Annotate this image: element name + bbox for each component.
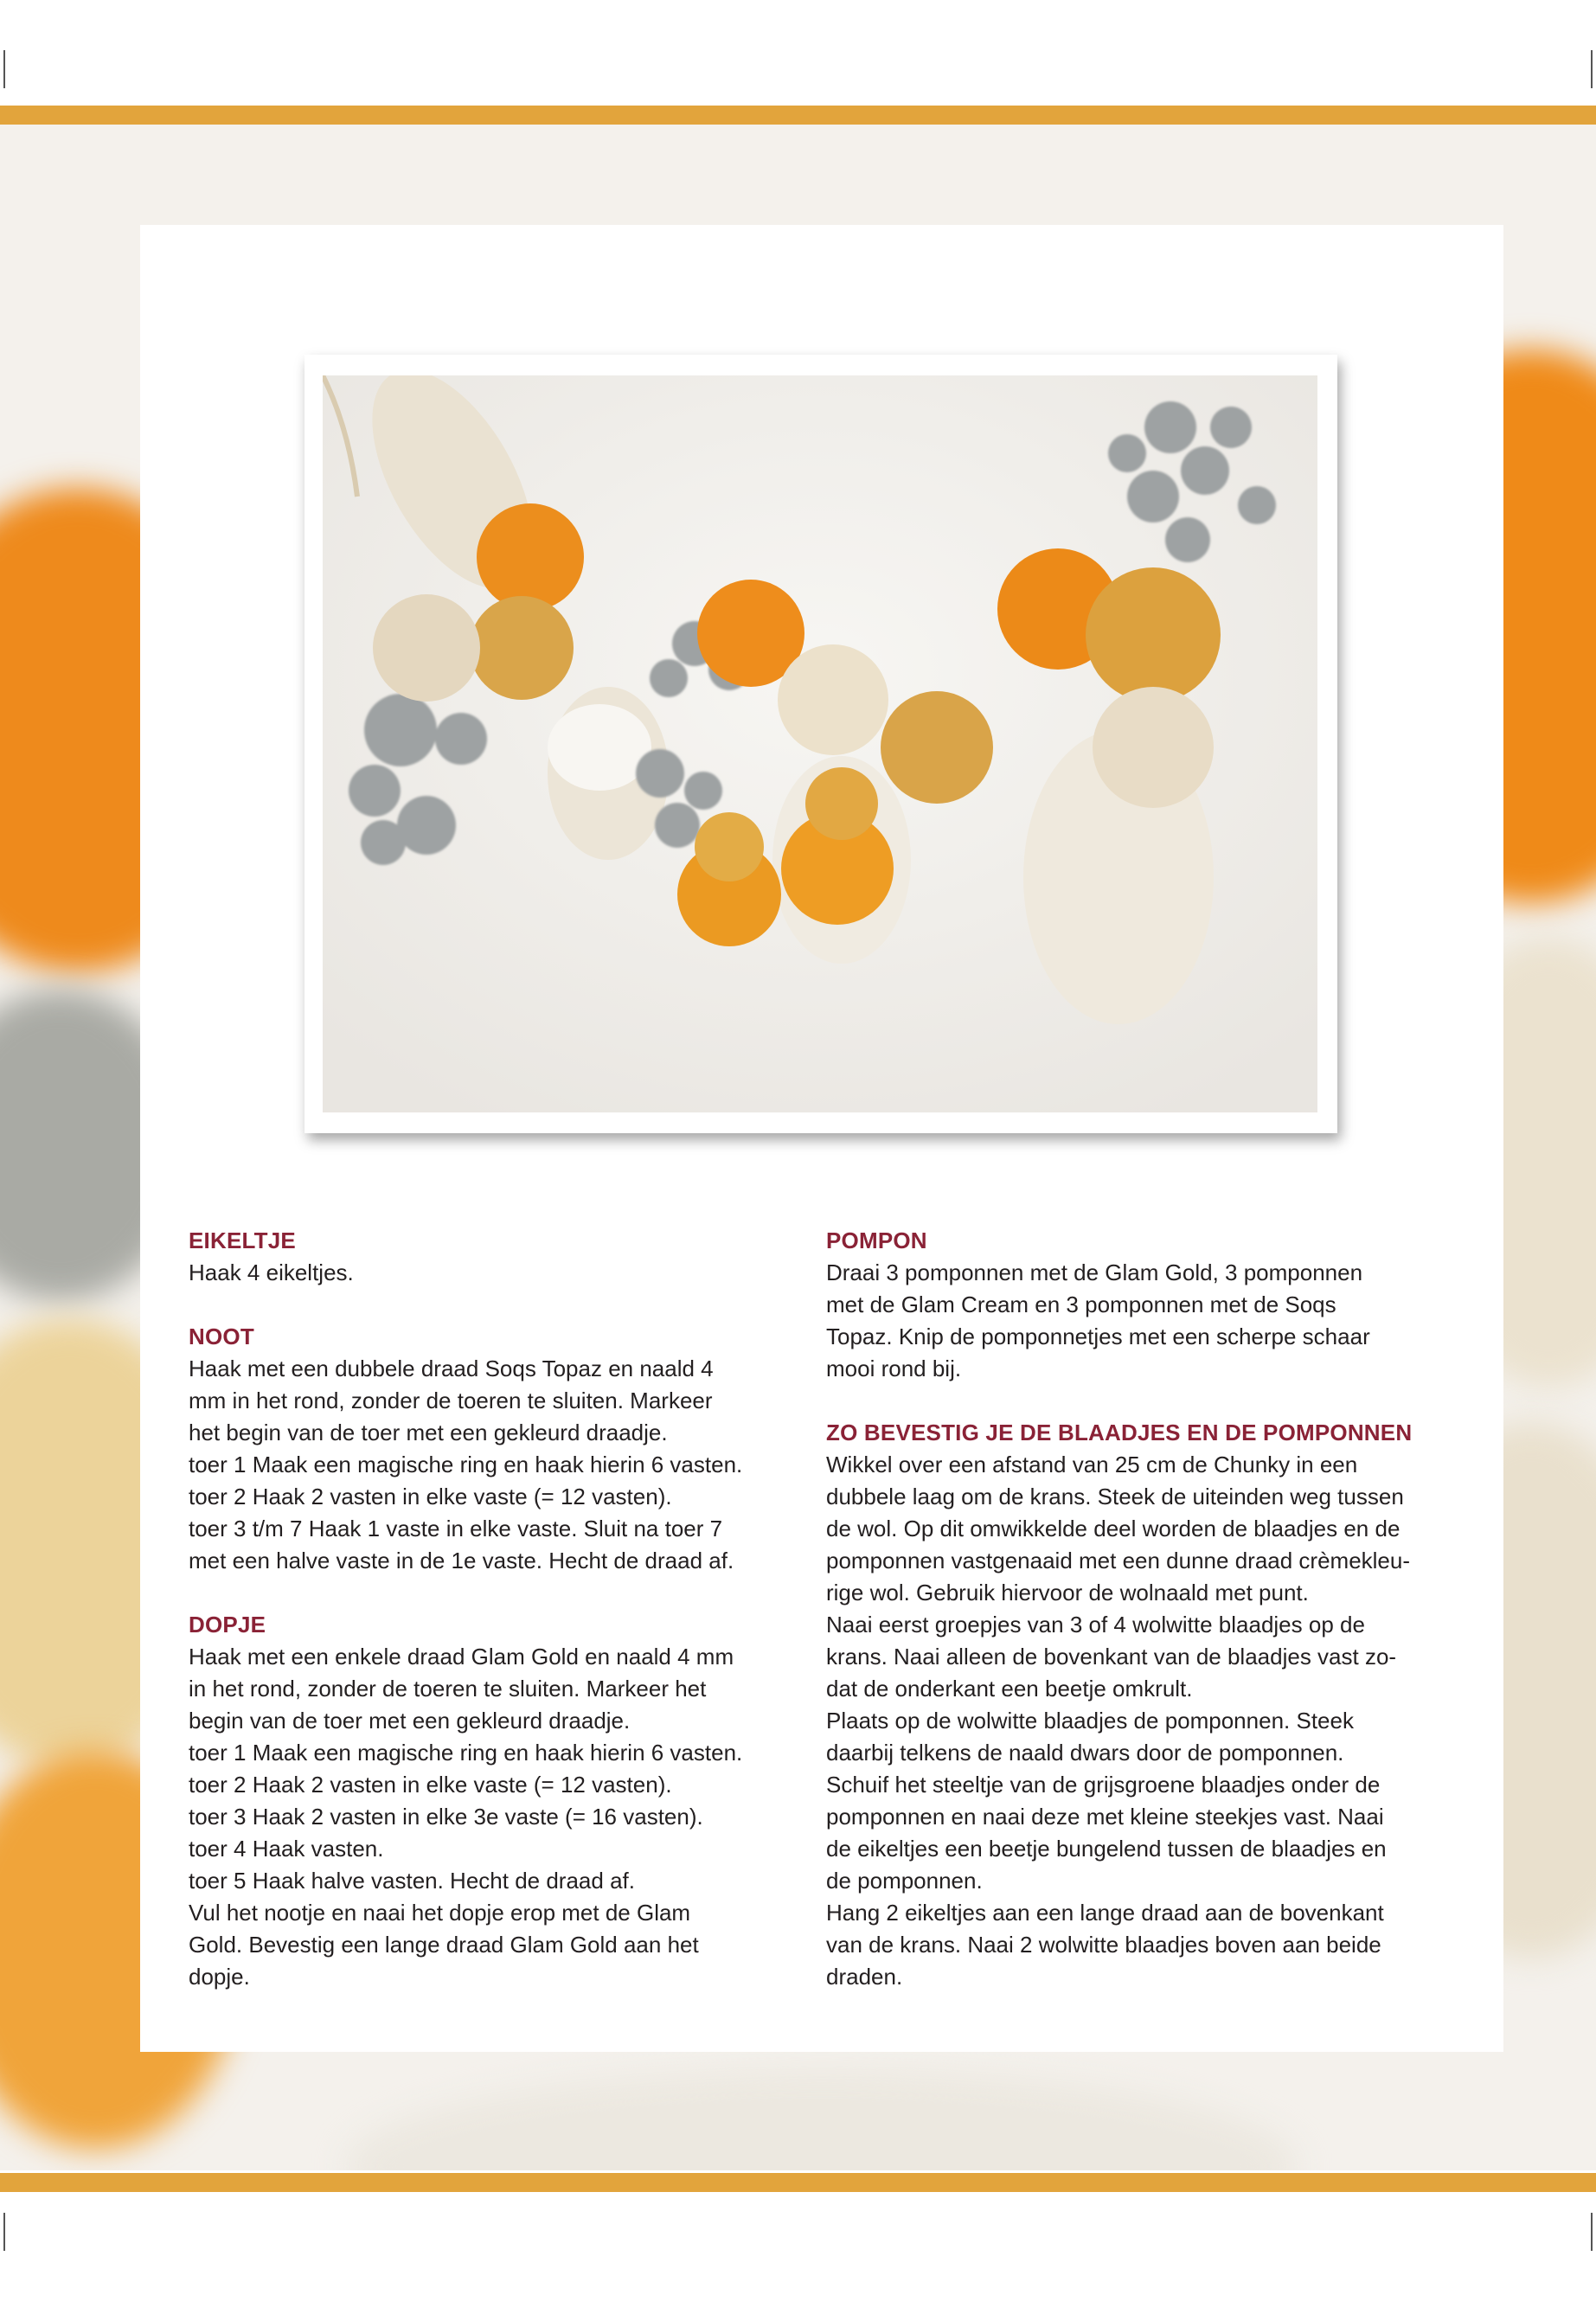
pompon-line: Draai 3 pomponnen met de Glam Gold, 3 pomponnen bbox=[826, 1259, 1363, 1285]
bevestig-line: rige wol. Gebruik hiervoor de wolnaald met punt. bbox=[826, 1580, 1309, 1606]
noot-line: toer 3 t/m 7 Haak 1 vaste in elke vaste. Sluit na toer 7 bbox=[189, 1516, 723, 1541]
pompon-line: met de Glam Cream en 3 pomponnen met de Soqs bbox=[826, 1292, 1336, 1317]
section-heading-noot: NOOT bbox=[189, 1324, 254, 1349]
bevestig-line: pomponnen en naai deze met kleine steekjes vast. Naai bbox=[826, 1804, 1384, 1830]
bevestig-line: Hang 2 eikeltjes aan een lange draad aan de bovenkant bbox=[826, 1900, 1384, 1926]
section-heading-dopje: DOPJE bbox=[189, 1612, 266, 1638]
dopje-line: dopje. bbox=[189, 1964, 250, 1990]
bevestig-line: de wol. Op dit omwikkelde deel worden de blaadjes en de bbox=[826, 1516, 1401, 1541]
dopje-line: toer 1 Maak een magische ring en haak hierin 6 vasten. bbox=[189, 1740, 743, 1766]
dopje-line: toer 2 Haak 2 vasten in elke vaste (= 12 vasten). bbox=[189, 1772, 672, 1798]
dopje-line: Vul het nootje en naai het dopje erop met de Glam bbox=[189, 1900, 691, 1926]
dopje-line: toer 4 Haak vasten. bbox=[189, 1836, 384, 1862]
bevestig-line: daarbij telkens de naald dwars door de pomponnen. bbox=[826, 1740, 1344, 1766]
noot-line: mm in het rond, zonder de toeren te sluiten. Markeer bbox=[189, 1388, 713, 1413]
bevestig-line: Wikkel over een afstand van 25 cm de Chunky in een bbox=[826, 1452, 1358, 1477]
pompon-line: mooi rond bij. bbox=[826, 1356, 962, 1381]
section-heading-bevestig: ZO BEVESTIG JE DE BLAADJES EN DE POMPONNEN bbox=[826, 1420, 1413, 1445]
pompon-line: Topaz. Knip de pomponnetjes met een scherpe schaar bbox=[826, 1324, 1370, 1349]
wreath-illustration bbox=[323, 375, 1317, 1112]
bottom-accent-bar bbox=[0, 2173, 1596, 2192]
left-column bbox=[189, 1225, 811, 1993]
bevestig-line: de eikeltjes een beetje bungelend tussen de blaadjes en bbox=[826, 1836, 1387, 1862]
top-accent-bar bbox=[0, 106, 1596, 125]
section-heading-eikeltje: EIKELTJE bbox=[189, 1227, 296, 1253]
crop-mark-top-left bbox=[3, 50, 5, 88]
dopje-line: Haak met een enkele draad Glam Gold en naald 4 mm bbox=[189, 1644, 734, 1670]
eikeltje-line: Haak 4 eikeltjes. bbox=[189, 1259, 354, 1285]
bevestig-line: Schuif het steeltje van de grijsgroene blaadjes onder de bbox=[826, 1772, 1381, 1798]
bevestig-line: Naai eerst groepjes van 3 of 4 wolwitte blaadjes op de bbox=[826, 1612, 1365, 1638]
crop-mark-top-right bbox=[1591, 50, 1593, 88]
noot-line: met een halve vaste in de 1e vaste. Hecht de draad af. bbox=[189, 1548, 734, 1574]
noot-line: Haak met een dubbele draad Soqs Topaz en naald 4 bbox=[189, 1356, 714, 1381]
noot-line: toer 1 Maak een magische ring en haak hierin 6 vasten. bbox=[189, 1452, 743, 1477]
bevestig-line: draden. bbox=[826, 1964, 903, 1990]
noot-line: toer 2 Haak 2 vasten in elke vaste (= 12 vasten). bbox=[189, 1484, 672, 1509]
dopje-line: toer 5 Haak halve vasten. Hecht de draad af. bbox=[189, 1868, 635, 1894]
dopje-line: begin van de toer met een gekleurd draadje. bbox=[189, 1708, 631, 1734]
crop-mark-bottom-right bbox=[1591, 2213, 1593, 2251]
crop-mark-bottom-left bbox=[3, 2213, 5, 2251]
dopje-line: in het rond, zonder de toeren te sluiten. Markeer het bbox=[189, 1676, 707, 1702]
bevestig-line: dubbele laag om de krans. Steek de uiteinden weg tussen bbox=[826, 1484, 1404, 1509]
bevestig-line: van de krans. Naai 2 wolwitte blaadjes boven aan beide bbox=[826, 1932, 1381, 1958]
dopje-line: toer 3 Haak 2 vasten in elke 3e vaste (= 16 vasten). bbox=[189, 1804, 703, 1830]
bevestig-line: pomponnen vastgenaaid met een dunne draad crèmekleu- bbox=[826, 1548, 1411, 1574]
bevestig-line: krans. Naai alleen de bovenkant van de blaadjes vast zo- bbox=[826, 1644, 1397, 1670]
bevestig-line: dat de onderkant een beetje omkrult. bbox=[826, 1676, 1193, 1702]
noot-line: het begin van de toer met een gekleurd draadje. bbox=[189, 1420, 668, 1445]
section-heading-pompon: POMPON bbox=[826, 1227, 927, 1253]
right-column bbox=[826, 1225, 1449, 1993]
bevestig-line: Plaats op de wolwitte blaadjes de pomponnen. Steek bbox=[826, 1708, 1354, 1734]
dopje-line: Gold. Bevestig een lange draad Glam Gold aan het bbox=[189, 1932, 699, 1958]
crochet-wreath-photo bbox=[304, 355, 1337, 1133]
bevestig-line: de pomponnen. bbox=[826, 1868, 983, 1894]
